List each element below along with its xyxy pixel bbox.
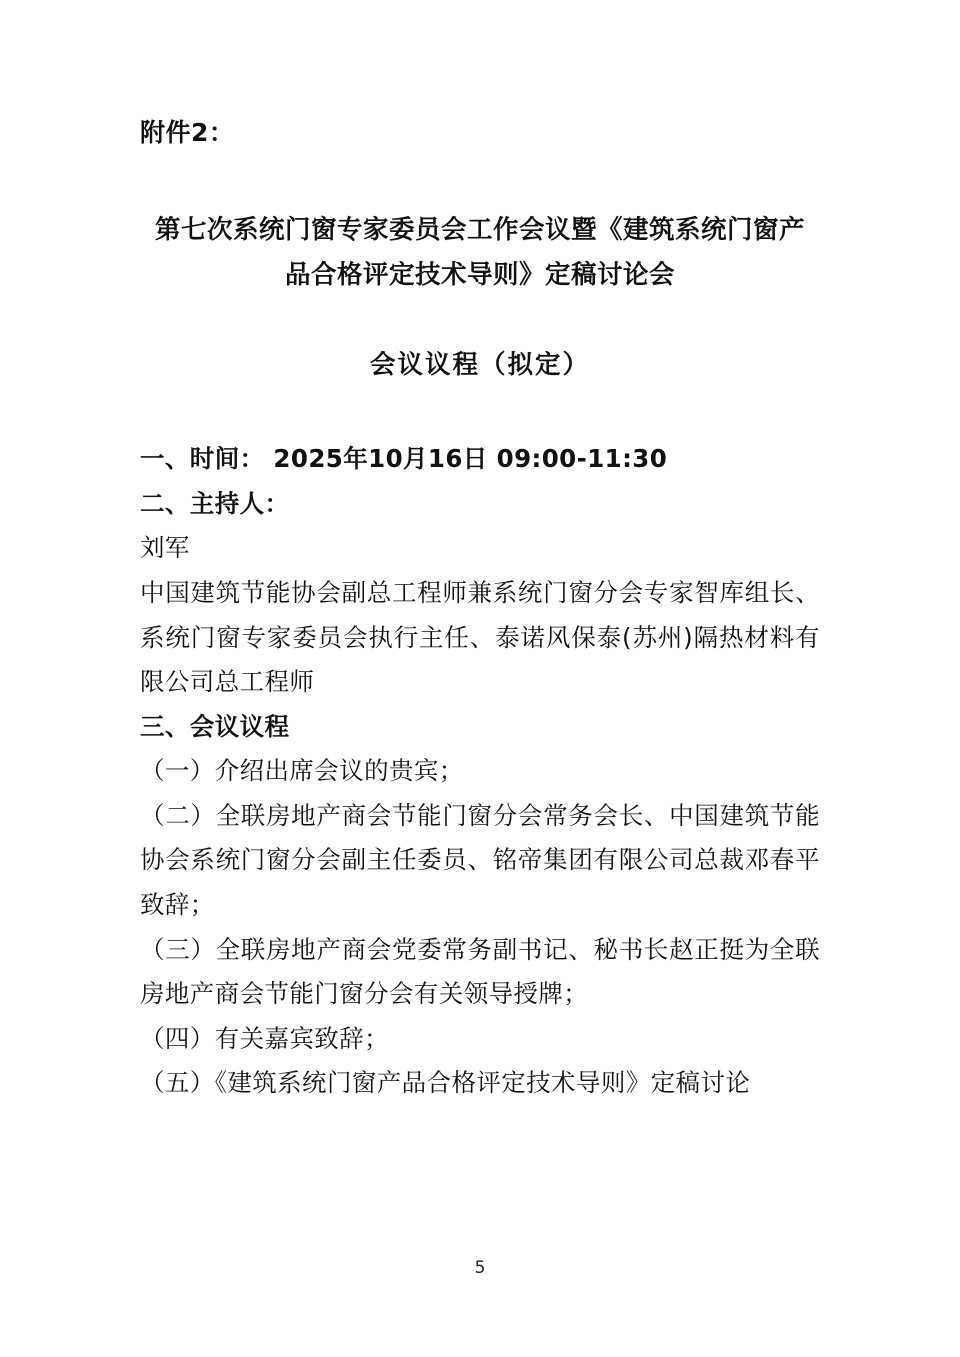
attachment-label: 附件2： bbox=[140, 118, 235, 147]
agenda-item-2: （二）全联房地产商会节能门窗分会常务会长、中国建筑节能协会系统门窗分会副主任委员、铭帝集团有限公司总裁邓春平致辞； bbox=[140, 800, 820, 920]
agenda-items-heading: 三、会议议程 bbox=[140, 711, 290, 741]
page-number: 5 bbox=[474, 1258, 486, 1278]
agenda-item-4: （四）有关嘉宾致辞； bbox=[140, 1023, 389, 1053]
agenda-item-1: （一）介绍出席会议的贵宾； bbox=[140, 756, 464, 786]
agenda-item-3: （三）全联房地产商会党委常务副书记、秘书长赵正挺为全联房地产商会节能门窗分会有关领导授牌； bbox=[140, 934, 820, 1009]
agenda-host-bio: 中国建筑节能协会副总工程师兼系统门窗分会专家智库组长、系统门窗专家委员会执行主任、泰诺风保泰(苏州)隔热材料有限公司总工程师 bbox=[140, 577, 820, 697]
agenda-body bbox=[140, 437, 820, 1106]
agenda-subtitle: 会议议程（拟定） bbox=[369, 350, 590, 381]
agenda-time-line: 一、时间： 2025年10月16日 09:00-11:30 bbox=[140, 444, 668, 474]
page-title-line1: 第七次系统门窗专家委员会工作会议暨《建筑系统门窗产 bbox=[154, 215, 805, 245]
document-content bbox=[140, 0, 820, 1106]
agenda-host-heading: 二、主持人： bbox=[140, 488, 290, 518]
page-title-line2: 品合格评定技术导则》定稿讨论会 bbox=[284, 259, 675, 290]
page-title bbox=[140, 208, 820, 297]
agenda-host-name: 刘军 bbox=[140, 533, 190, 563]
agenda-item-5: （五）《建筑系统门窗产品合格评定技术导则》定稿讨论 bbox=[140, 1068, 751, 1098]
